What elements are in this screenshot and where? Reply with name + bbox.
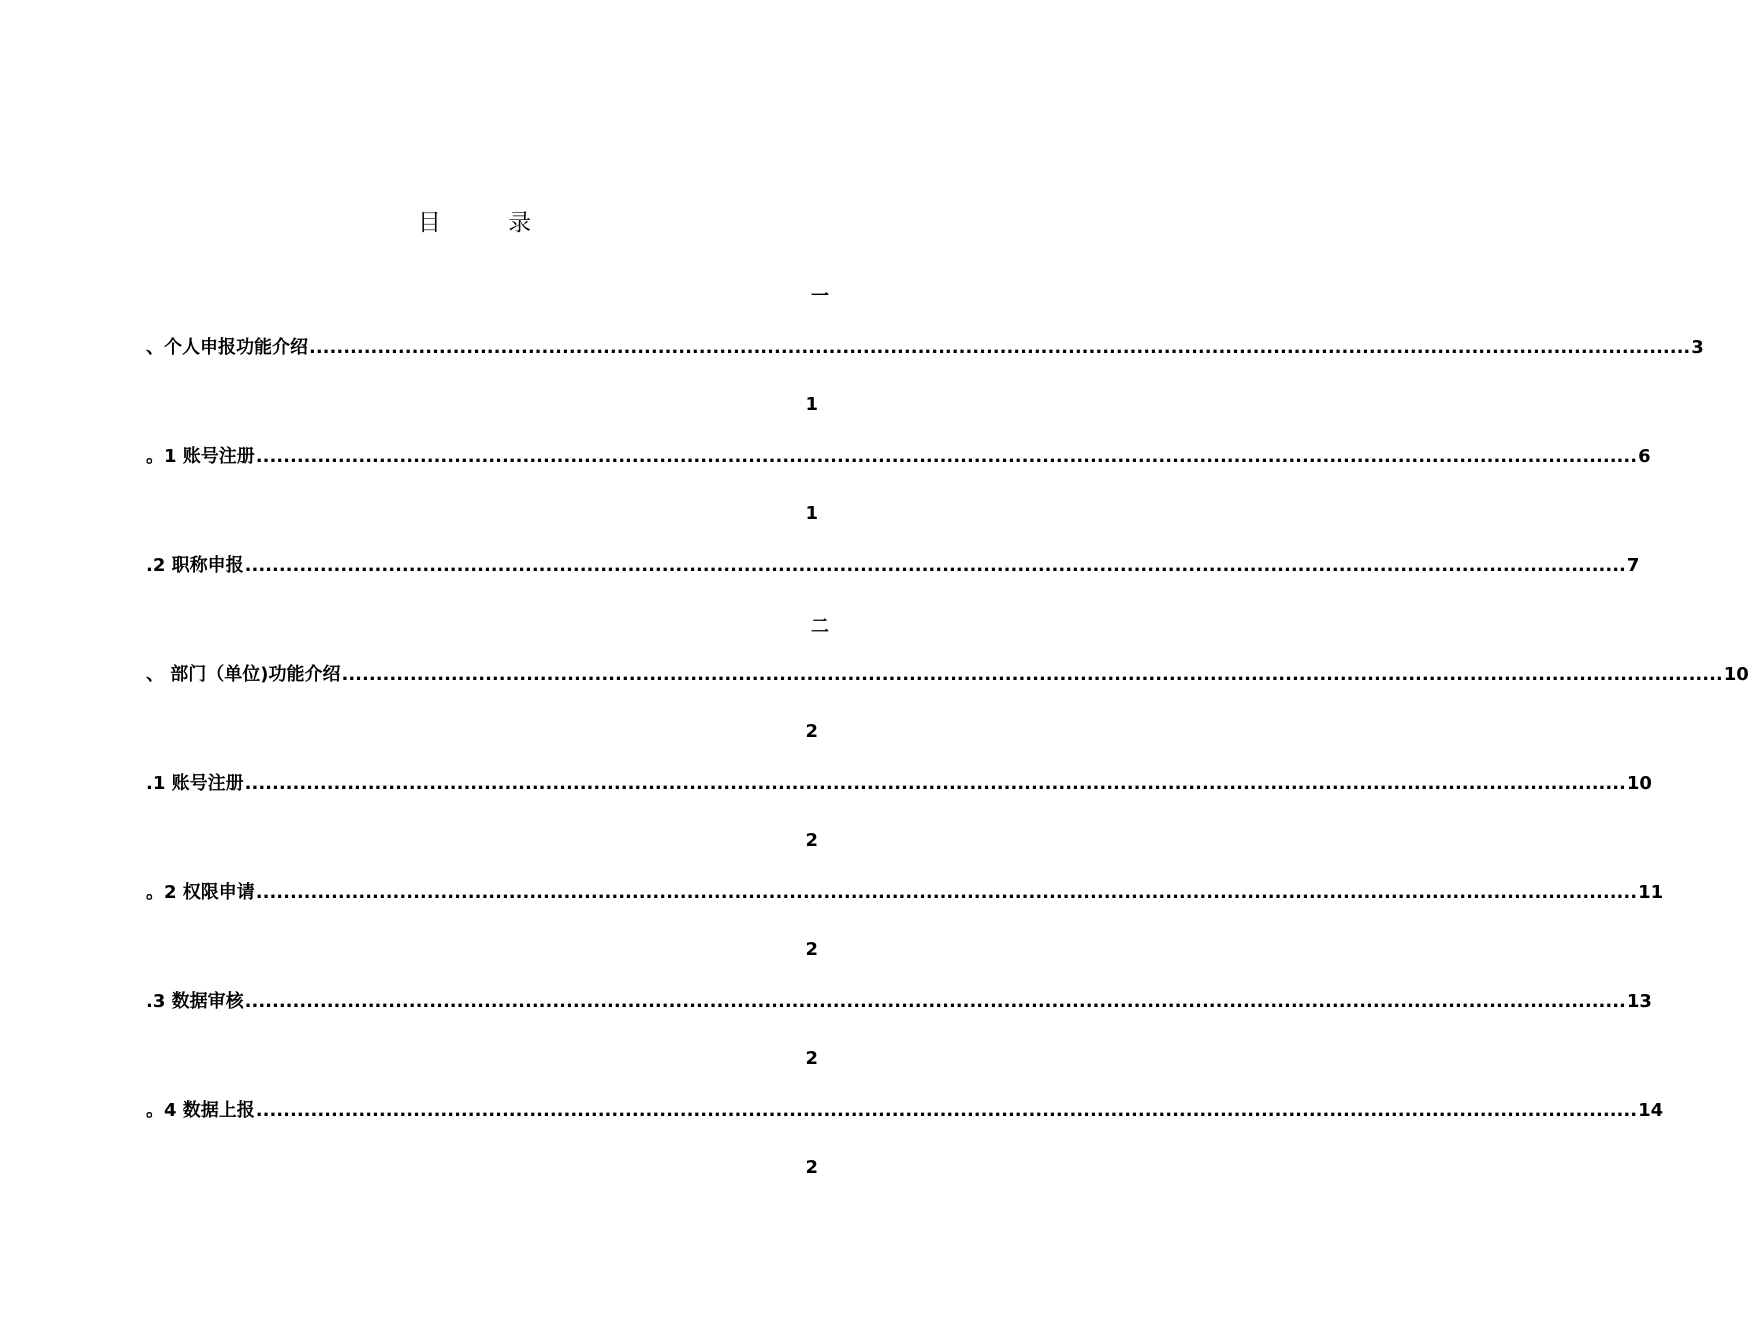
toc-marker: 1 [805, 503, 818, 524]
toc-marker: 1 [805, 394, 818, 415]
toc-entry-page: 11 [1638, 882, 1664, 903]
toc-marker: 2 [805, 830, 818, 851]
toc-entry-label: 、 部门（单位)功能介绍 [146, 664, 341, 685]
toc-entry-page: 3 [1691, 337, 1704, 358]
toc-marker: 一 [811, 286, 829, 307]
toc-entry-label: .2 职称申报 [146, 555, 244, 576]
toc-entry-page: 7 [1626, 555, 1640, 576]
toc-leader-dots: .......................................................................................................................................................................................................... [244, 555, 1626, 576]
toc-marker: 二 [811, 616, 829, 637]
toc-leader-dots: .......................................................................................................................................................................................................... [255, 446, 1638, 467]
toc-leader-dots: .......................................................................................................................................................................................................... [309, 337, 1691, 358]
toc-entry-page: 10 [1723, 664, 1749, 685]
toc-marker: 2 [805, 1157, 818, 1178]
toc-marker: 2 [805, 1048, 818, 1069]
toc-leader-dots: .......................................................................................................................................................................................................... [341, 664, 1723, 685]
toc-entry-label: 。2 权限申请 [146, 882, 255, 903]
toc-entry[interactable] [146, 551, 1640, 577]
toc-entry[interactable] [146, 660, 1749, 686]
toc-entry[interactable] [146, 987, 1652, 1013]
toc-entry-label: .3 数据审核 [146, 991, 244, 1012]
toc-leader-dots: .......................................................................................................................................................................................................... [244, 773, 1626, 794]
toc-entry[interactable] [146, 442, 1651, 468]
toc-entry-label: 、个人申报功能介绍 [146, 337, 308, 358]
page-title: 目 录 [417, 210, 562, 236]
toc-entry-label: 。1 账号注册 [146, 446, 255, 467]
toc-entry[interactable] [146, 1096, 1664, 1122]
toc-entry[interactable] [146, 878, 1664, 904]
toc-entry-page: 14 [1638, 1100, 1664, 1121]
toc-entry-page: 13 [1626, 991, 1652, 1012]
toc-leader-dots: .......................................................................................................................................................................................................... [244, 991, 1626, 1012]
toc-entry-label: 。4 数据上报 [146, 1100, 255, 1121]
toc-entry[interactable] [146, 769, 1652, 795]
toc-entry-page: 6 [1638, 446, 1651, 467]
toc-leader-dots: .......................................................................................................................................................................................................... [255, 882, 1638, 903]
toc-marker: 2 [805, 939, 818, 960]
toc-leader-dots: .......................................................................................................................................................................................................... [255, 1100, 1638, 1121]
toc-entry[interactable] [146, 333, 1704, 359]
toc-entry-page: 10 [1626, 773, 1652, 794]
toc-entry-label: .1 账号注册 [146, 773, 244, 794]
toc-marker: 2 [805, 721, 818, 742]
